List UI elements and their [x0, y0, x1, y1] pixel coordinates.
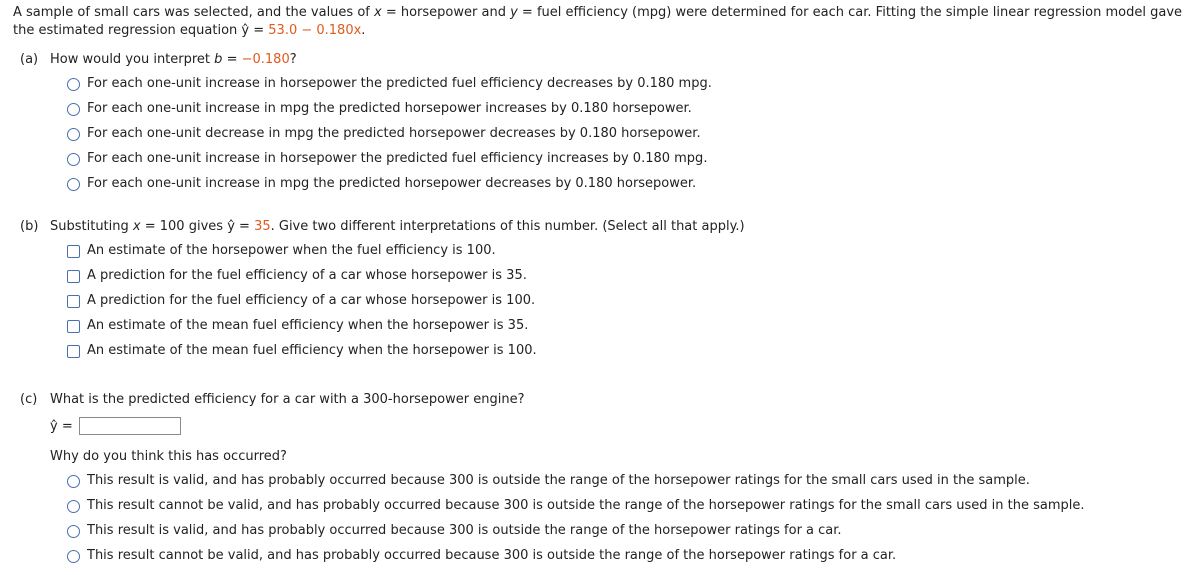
- part-c-option[interactable]: [67, 522, 842, 540]
- part-b-option[interactable]: [67, 242, 496, 260]
- option-label: A prediction for the fuel efficiency of a car whose horsepower is 35.: [87, 268, 527, 283]
- question-text: =: [234, 219, 255, 234]
- option-label: For each one-unit increase in horsepower the predicted fuel efficiency decreases by 0.180 mpg.: [87, 76, 712, 91]
- radio-button[interactable]: [67, 78, 80, 91]
- part-c-option[interactable]: [67, 497, 1085, 515]
- intro-text: = horsepower and: [381, 5, 511, 20]
- intro-text: A sample of small cars was selected, and the values of: [13, 5, 374, 20]
- option-label: An estimate of the mean fuel efficiency when the horsepower is 100.: [87, 343, 537, 358]
- option-label: An estimate of the mean fuel efficiency when the horsepower is 35.: [87, 318, 529, 333]
- part-c-option[interactable]: [67, 547, 896, 565]
- checkbox[interactable]: [67, 295, 80, 308]
- y-hat-symbol: ŷ: [241, 23, 250, 38]
- part-b-label: (b): [20, 219, 39, 234]
- option-label: For each one-unit increase in mpg the predicted horsepower increases by 0.180 horsepower.: [87, 101, 692, 116]
- x-variable: x: [132, 219, 141, 234]
- answer-label: ŷ =: [50, 418, 73, 434]
- part-c-option[interactable]: [67, 472, 1030, 490]
- part-a-option[interactable]: [67, 125, 701, 143]
- radio-button[interactable]: [67, 525, 80, 538]
- option-label: This result is valid, and has probably occurred because 300 is outside the range of the horsepower ratings for a car.: [87, 523, 842, 538]
- option-label: An estimate of the horsepower when the fuel efficiency is 100.: [87, 243, 496, 258]
- why-question: Why do you think this has occurred?: [50, 449, 287, 464]
- radio-button[interactable]: [67, 103, 80, 116]
- y-hat-value: 35: [254, 219, 271, 234]
- problem-intro: [13, 4, 1188, 40]
- radio-button[interactable]: [67, 550, 80, 563]
- part-a-option[interactable]: [67, 100, 692, 118]
- intro-text: = fuel efficiency (mpg) were determined for each car. Fitting the simple linear regression model gave the estimated regression equation: [13, 5, 1183, 38]
- y-variable: y: [510, 5, 518, 20]
- part-a-option[interactable]: [67, 75, 712, 93]
- b-value: −0.180: [241, 52, 290, 67]
- part-b-option[interactable]: [67, 292, 535, 310]
- predicted-efficiency-input[interactable]: [79, 417, 181, 435]
- radio-button[interactable]: [67, 500, 80, 513]
- option-label: For each one-unit increase in mpg the predicted horsepower decreases by 0.180 horsepower.: [87, 176, 697, 191]
- x-variable: x: [374, 5, 382, 20]
- option-label: This result cannot be valid, and has probably occurred because 300 is outside the range of the horsepower ratings for a car.: [87, 548, 897, 563]
- radio-button[interactable]: [67, 178, 80, 191]
- checkbox[interactable]: [67, 245, 80, 258]
- part-b-question: [20, 218, 745, 236]
- part-c-label: (c): [20, 392, 38, 407]
- b-variable: b: [214, 52, 223, 67]
- radio-button[interactable]: [67, 153, 80, 166]
- part-b-option[interactable]: [67, 317, 528, 335]
- checkbox[interactable]: [67, 345, 80, 358]
- regression-equation: 53.0 − 0.180x: [268, 23, 362, 38]
- option-label: For each one-unit increase in horsepower the predicted fuel efficiency increases by 0.180 mpg.: [87, 151, 708, 166]
- y-hat-symbol: ŷ: [227, 219, 235, 234]
- radio-button[interactable]: [67, 128, 80, 141]
- intro-text: =: [249, 23, 269, 38]
- part-a-label: (a): [20, 52, 39, 67]
- question-text: What is the predicted efficiency for a car with a 300-horsepower engine?: [50, 392, 525, 407]
- part-a-question: [20, 51, 297, 69]
- option-label: This result is valid, and has probably occurred because 300 is outside the range of the horsepower ratings for the small cars used in the sample.: [87, 473, 1030, 488]
- question-text: Substituting: [50, 219, 133, 234]
- option-label: For each one-unit decrease in mpg the predicted horsepower decreases by 0.180 horsepower.: [87, 126, 701, 141]
- part-a-option[interactable]: [67, 175, 696, 193]
- radio-button[interactable]: [67, 475, 80, 488]
- question-text: . Give two different interpretations of this number. (Select all that apply.): [270, 219, 745, 234]
- question-text: =: [222, 52, 242, 67]
- part-a-option[interactable]: [67, 150, 707, 168]
- checkbox[interactable]: [67, 270, 80, 283]
- intro-text: .: [361, 23, 366, 38]
- part-b-option[interactable]: [67, 342, 537, 360]
- option-label: A prediction for the fuel efficiency of a car whose horsepower is 100.: [87, 293, 536, 308]
- question-text: How would you interpret: [50, 52, 215, 67]
- checkbox[interactable]: [67, 320, 80, 333]
- option-label: This result cannot be valid, and has probably occurred because 300 is outside the range of the horsepower ratings for the small cars used in the sample.: [87, 498, 1085, 513]
- part-b-option[interactable]: [67, 267, 527, 285]
- question-text: ?: [289, 52, 297, 67]
- part-c-question: [20, 391, 524, 409]
- question-text: = 100 gives: [140, 219, 228, 234]
- answer-row: [50, 416, 181, 436]
